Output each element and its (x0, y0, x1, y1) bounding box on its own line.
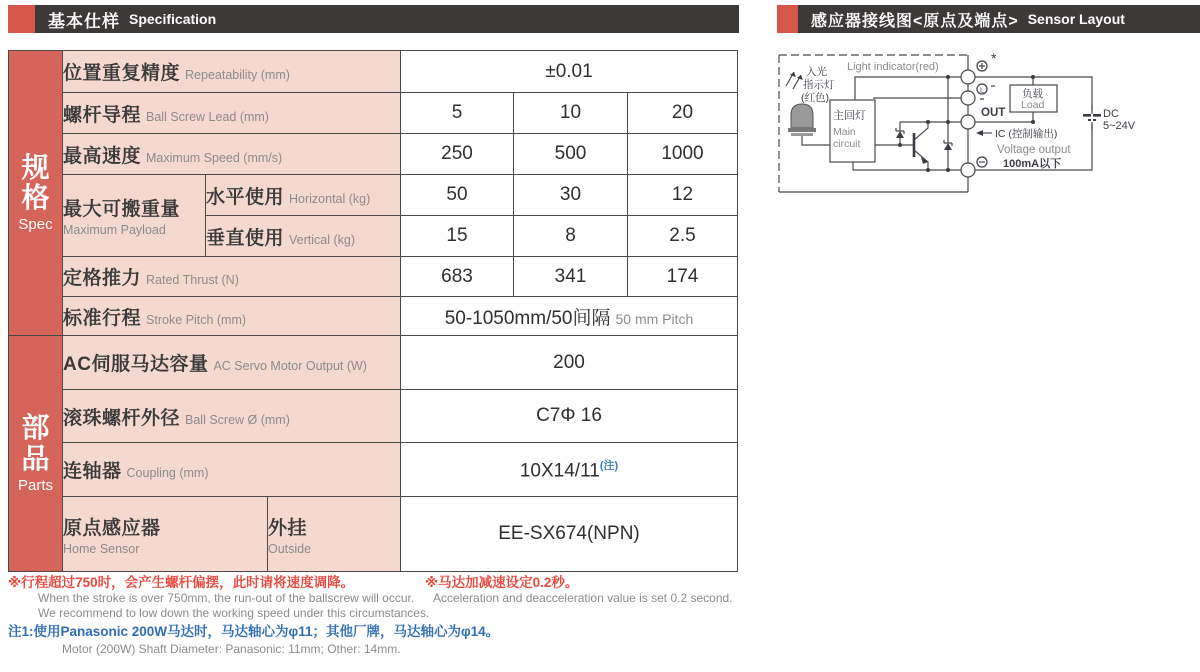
light-indicator-label: Light indicator(red) (847, 61, 939, 73)
junction-dot (1031, 120, 1035, 124)
junction-dot (946, 120, 950, 124)
ic-output-label: IC (控制输出) (995, 128, 1058, 140)
incident-label-zh2: 指示灯 (803, 79, 835, 91)
incident-label-zh3: (红色) (801, 92, 829, 104)
junction-dot (898, 143, 902, 147)
note-acceleration (425, 571, 733, 606)
label-zh: 位置重复精度 (63, 63, 181, 84)
load-label-zh: 负载 (1022, 88, 1043, 100)
stroke-value-en: 50 mm Pitch (615, 310, 694, 327)
lead-value-3: 20 (628, 93, 738, 134)
row-motor-label (63, 336, 401, 390)
stroke-value (401, 297, 738, 336)
terminal-plus (961, 70, 975, 84)
label-en: Horizontal (kg) (289, 191, 371, 206)
note-acceleration-zh: ※马达加减速设定0.2秒。 (425, 575, 579, 590)
terminal-minus (961, 163, 975, 177)
label-en: Maximum Payload (63, 223, 166, 237)
speed-value-2: 500 (514, 134, 628, 175)
horizontal-value-2: 30 (514, 175, 628, 216)
incident-light-arrows-icon (786, 72, 803, 89)
label-zh: AC伺服马达容量 (63, 354, 209, 375)
sensor-header-title-en: Sensor Layout (1027, 11, 1125, 27)
speed-value-3: 1000 (628, 134, 738, 175)
thrust-value-1: 683 (401, 257, 514, 297)
row-thrust-label (63, 257, 401, 297)
vertical-value-2: 8 (514, 216, 628, 257)
coupling-value-text: 10X14/11 (519, 460, 600, 482)
lead-value-2: 10 (514, 93, 628, 134)
note-shaft (8, 620, 499, 657)
note-acceleration-en: Acceleration and deacceleration value is set 0.2 second. (433, 591, 733, 605)
load-box (1010, 85, 1057, 112)
led-wire (802, 136, 830, 145)
asterisk-mark: * (991, 50, 997, 66)
thrust-value-2: 341 (514, 257, 628, 297)
sensor-header-title-zh: 感应器接线图<原点及端点> (811, 12, 1019, 30)
row-screw-label (63, 390, 401, 443)
label-en: Ball Screw Ø (mm) (185, 412, 290, 427)
sensor-section-header (777, 5, 1200, 33)
terminal-l (961, 91, 975, 105)
dc-label: DC (1103, 108, 1119, 120)
stroke-value-zh: 50-1050mm/50间隔 (444, 307, 611, 329)
label-zh: 滚珠螺杆外径 (63, 407, 181, 429)
ic-arrow-icon (976, 130, 992, 136)
l-circle-icon (977, 84, 995, 99)
label-zh: 螺杆导程 (63, 104, 142, 126)
vcc-rail (855, 77, 961, 100)
gnd-rail (853, 162, 961, 170)
out-terminal-label: OUT (981, 107, 1006, 119)
junction-dot (946, 168, 950, 172)
current-limit-label: 100mA以下 (1003, 158, 1062, 170)
row-coupling-label (63, 443, 401, 497)
note-stroke-en1: When the stroke is over 750mm, the run-out of the ballscrew will occur. (38, 591, 415, 605)
label-zh: 定格推力 (63, 268, 142, 289)
sensor-header-bar (798, 5, 1200, 33)
spec-header-bar (35, 5, 739, 33)
npn-transistor-icon (914, 122, 928, 170)
label-zh: 标准行程 (63, 307, 142, 329)
note-stroke (8, 571, 429, 621)
thrust-value-3: 174 (628, 257, 738, 297)
incident-label-zh1: 入光 (806, 66, 827, 78)
horizontal-value-3: 12 (628, 175, 738, 216)
main-circuit-en2: circuit (833, 138, 861, 150)
label-en: Repeatability (mm) (185, 68, 290, 82)
section-parts-en: Parts (17, 476, 53, 494)
row-stroke-label (63, 297, 401, 336)
note-shaft-zh: 注1:使用Panasonic 200W马达时，马达轴心为φ11；其他厂牌，马达轴心为φ14。 (8, 624, 500, 639)
label-zh: 水平使用 (206, 186, 285, 208)
label-en: Coupling (mm) (126, 466, 209, 480)
zener-diode-icon (896, 122, 904, 145)
label-zh: 最大可搬重量 (63, 199, 181, 220)
row-repeatability-label (63, 51, 401, 93)
label-en: Outside (268, 541, 312, 556)
load-label-en: Load (1021, 99, 1045, 111)
section-parts-zh: 部品 (21, 412, 50, 474)
label-en: Rated Thrust (N) (146, 273, 239, 287)
row-horizontal-label (206, 175, 401, 216)
section-spec-en: Spec (18, 216, 53, 234)
junction-dot (926, 120, 930, 124)
row-speed-label (63, 134, 401, 175)
main-circuit-box (830, 100, 875, 162)
label-zh: 原点感应器 (63, 517, 161, 539)
row-vertical-label (206, 216, 401, 257)
section-parts (9, 336, 63, 572)
junction-dot (1031, 75, 1035, 79)
spec-header-title-zh: 基本仕样 (48, 11, 120, 31)
spec-header-title-en: Specification (129, 11, 217, 27)
label-en: Vertical (kg) (289, 232, 356, 247)
label-en: Ball Screw Lead (mm) (146, 109, 269, 124)
section-spec (9, 51, 63, 336)
junction-dot (926, 168, 930, 172)
header-accent-square (777, 5, 798, 33)
vertical-value-1: 15 (401, 216, 514, 257)
row-lead-label (63, 93, 401, 134)
label-en: Maximum Speed (mm/s) (146, 150, 283, 165)
coupling-footnote-ref: (注) (599, 459, 619, 472)
label-zh: 最高速度 (63, 145, 142, 167)
label-en: Home Sensor (63, 541, 140, 556)
repeatability-value: ±0.01 (401, 51, 738, 93)
minus-circle-icon (977, 157, 987, 167)
spec-section-header (8, 5, 739, 33)
horizontal-value-1: 50 (401, 175, 514, 216)
speed-value-1: 250 (401, 134, 514, 175)
vertical-value-3: 2.5 (628, 216, 738, 257)
screw-value: C7Φ 16 (401, 390, 738, 443)
label-zh: 外挂 (268, 517, 308, 539)
junction-dot (946, 75, 950, 79)
row-sensor-label (63, 497, 268, 572)
note-stroke-en2: We recommend to low down the working speed under this circumstances. (38, 606, 430, 620)
terminal-out (961, 115, 975, 129)
main-circuit-zh: 主回灯 (833, 110, 866, 122)
coupling-value (401, 443, 738, 497)
motor-value: 200 (401, 336, 738, 390)
l-terminal-letter: L (980, 85, 985, 95)
voltage-output-label: Voltage output (997, 144, 1071, 156)
label-zh: 垂直使用 (206, 227, 285, 249)
row-sensor-sublabel (268, 497, 401, 572)
main-circuit-en1: Main (833, 126, 856, 138)
row-payload-label (63, 175, 206, 257)
note-shaft-en: Motor (200W) Shaft Diameter: Panasonic: 11mm; Other: 14mm. (62, 642, 401, 656)
label-en: Stroke Pitch (mm) (146, 312, 247, 327)
battery-icon (1083, 105, 1101, 131)
label-zh: 连轴器 (63, 461, 122, 482)
lead-value-1: 5 (401, 93, 514, 134)
header-accent-square (8, 5, 35, 33)
sensor-wiring-diagram (770, 45, 1200, 245)
spec-table (8, 50, 738, 572)
plus-circle-icon (977, 61, 987, 71)
sensor-value: EE-SX674(NPN) (401, 497, 738, 572)
note-stroke-zh: ※行程超过750时，会产生螺杆偏摆，此时请将速度调降。 (8, 575, 355, 590)
label-en: AC Servo Motor Output (W) (213, 359, 367, 373)
dc-range-label: 5~24V (1103, 120, 1136, 132)
section-spec-zh: 规格 (21, 151, 50, 213)
led-lamp-icon (788, 104, 816, 136)
